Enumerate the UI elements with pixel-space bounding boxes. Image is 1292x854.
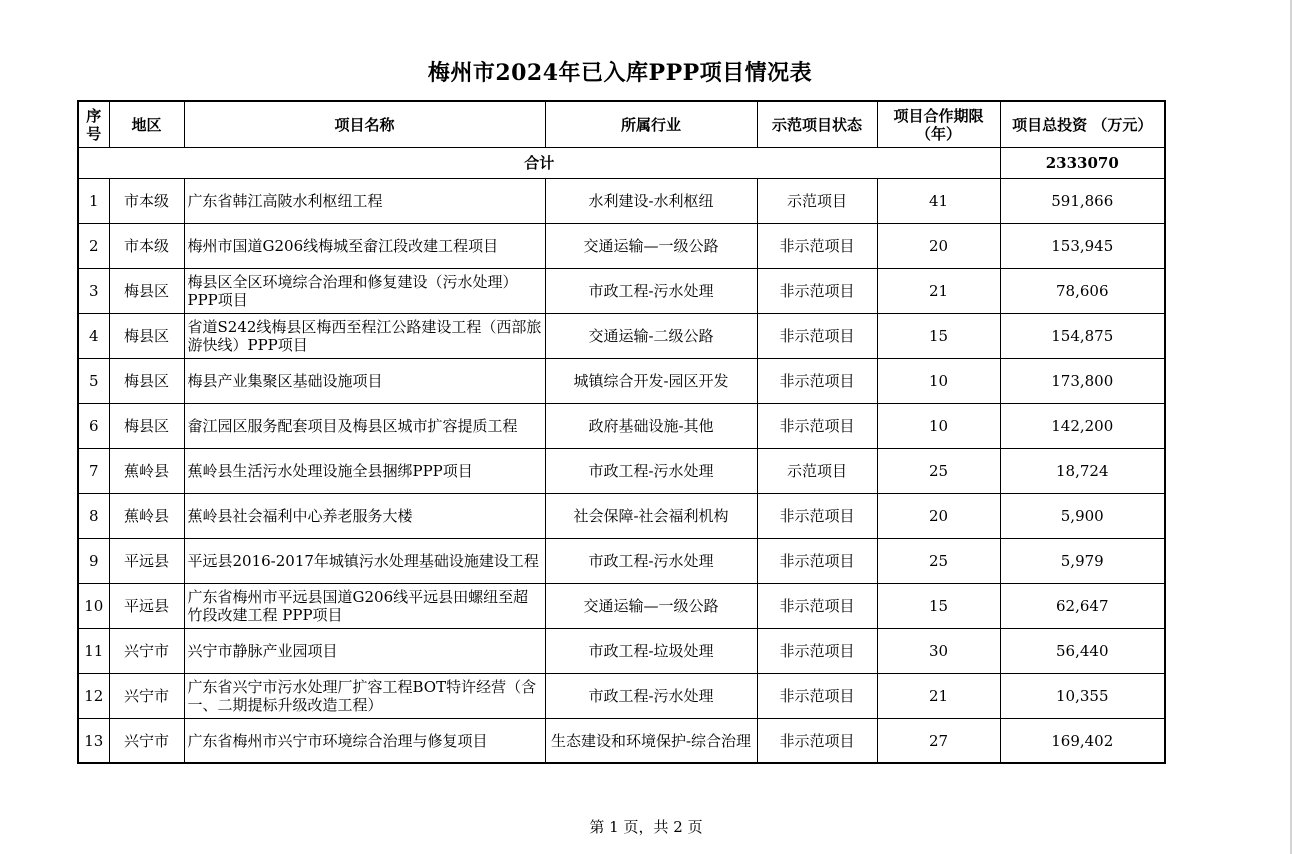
cell-industry: 市政工程-污水处理: [545, 674, 757, 719]
cell-investment: 142,200: [1000, 404, 1165, 449]
cell-industry: 交通运输—一级公路: [545, 584, 757, 629]
cell-investment: 18,724: [1000, 449, 1165, 494]
cell-industry: 生态建设和环境保护-综合治理: [545, 719, 757, 764]
cell-demo-status: 非示范项目: [757, 314, 877, 359]
cell-demo-status: 非示范项目: [757, 404, 877, 449]
cell-region: 兴宁市: [109, 674, 184, 719]
table-row: [78, 674, 1165, 719]
cell-investment: 169,402: [1000, 719, 1165, 764]
header-investment: 项目总投资 （万元）: [1000, 101, 1165, 148]
cell-project-name: 畲江园区服务配套项目及梅县区城市扩容提质工程: [184, 404, 545, 449]
cell-period: 21: [877, 269, 1000, 314]
cell-project-name: 广东省梅州市平远县国道G206线平远县田螺纽至超竹段改建工程 PPP项目: [184, 584, 545, 629]
cell-region: 市本级: [109, 224, 184, 269]
cell-period: 41: [877, 179, 1000, 224]
cell-demo-status: 非示范项目: [757, 674, 877, 719]
total-row: [78, 148, 1165, 179]
cell-region: 梅县区: [109, 314, 184, 359]
cell-period: 30: [877, 629, 1000, 674]
cell-project-name: 梅县区全区环境综合治理和修复建设（污水处理）PPP项目: [184, 269, 545, 314]
cell-investment: 10,355: [1000, 674, 1165, 719]
cell-industry: 市政工程-污水处理: [545, 539, 757, 584]
cell-region: 梅县区: [109, 404, 184, 449]
cell-index: 8: [78, 494, 109, 539]
cell-industry: 城镇综合开发-园区开发: [545, 359, 757, 404]
cell-region: 梅县区: [109, 269, 184, 314]
table-row: [78, 719, 1165, 764]
cell-period: 20: [877, 224, 1000, 269]
cell-project-name: 广东省兴宁市污水处理厂扩容工程BOT特许经营（含一、二期提标升级改造工程）: [184, 674, 545, 719]
cell-index: 6: [78, 404, 109, 449]
page-footer: 第 1 页，共 2 页: [589, 818, 703, 836]
page-title: 梅州市2024年已入库PPP项目情况表: [427, 60, 813, 86]
cell-region: 蕉岭县: [109, 494, 184, 539]
header-index: 序号: [78, 101, 109, 148]
table-row: [78, 539, 1165, 584]
cell-investment: 5,900: [1000, 494, 1165, 539]
cell-demo-status: 非示范项目: [757, 494, 877, 539]
ppp-project-table: [77, 100, 1166, 764]
header-demo-status: 示范项目状态: [757, 101, 877, 148]
cell-region: 兴宁市: [109, 629, 184, 674]
cell-investment: 56,440: [1000, 629, 1165, 674]
cell-period: 15: [877, 314, 1000, 359]
cell-project-name: 广东省梅州市兴宁市环境综合治理与修复项目: [184, 719, 545, 764]
cell-investment: 62,647: [1000, 584, 1165, 629]
cell-index: 5: [78, 359, 109, 404]
cell-index: 2: [78, 224, 109, 269]
header-row: [78, 101, 1165, 148]
table-row: [78, 629, 1165, 674]
cell-project-name: 梅州市国道G206线梅城至畲江段改建工程项目: [184, 224, 545, 269]
cell-demo-status: 非示范项目: [757, 359, 877, 404]
cell-region: 蕉岭县: [109, 449, 184, 494]
cell-investment: 78,606: [1000, 269, 1165, 314]
cell-project-name: 省道S242线梅县区梅西至程江公路建设工程（西部旅游快线）PPP项目: [184, 314, 545, 359]
cell-period: 20: [877, 494, 1000, 539]
total-label: 合计: [78, 148, 1000, 179]
total-value: 2333070: [1000, 148, 1165, 179]
cell-investment: 173,800: [1000, 359, 1165, 404]
header-industry: 所属行业: [545, 101, 757, 148]
header-region: 地区: [109, 101, 184, 148]
cell-index: 1: [78, 179, 109, 224]
cell-index: 11: [78, 629, 109, 674]
cell-demo-status: 示范项目: [757, 449, 877, 494]
cell-index: 9: [78, 539, 109, 584]
cell-demo-status: 非示范项目: [757, 719, 877, 764]
cell-project-name: 梅县产业集聚区基础设施项目: [184, 359, 545, 404]
table-row: [78, 359, 1165, 404]
cell-demo-status: 非示范项目: [757, 269, 877, 314]
cell-investment: 5,979: [1000, 539, 1165, 584]
cell-industry: 市政工程-污水处理: [545, 269, 757, 314]
table-row: [78, 449, 1165, 494]
cell-project-name: 蕉岭县社会福利中心养老服务大楼: [184, 494, 545, 539]
cell-period: 27: [877, 719, 1000, 764]
table-row: [78, 494, 1165, 539]
cell-index: 13: [78, 719, 109, 764]
cell-demo-status: 非示范项目: [757, 629, 877, 674]
cell-index: 12: [78, 674, 109, 719]
cell-region: 平远县: [109, 539, 184, 584]
cell-period: 21: [877, 674, 1000, 719]
cell-index: 3: [78, 269, 109, 314]
cell-index: 10: [78, 584, 109, 629]
cell-industry: 水利建设-水利枢纽: [545, 179, 757, 224]
table-row: [78, 179, 1165, 224]
cell-demo-status: 非示范项目: [757, 539, 877, 584]
cell-investment: 154,875: [1000, 314, 1165, 359]
table-row: [78, 314, 1165, 359]
table-row: [78, 269, 1165, 314]
cell-period: 10: [877, 404, 1000, 449]
cell-project-name: 兴宁市静脉产业园项目: [184, 629, 545, 674]
cell-investment: 591,866: [1000, 179, 1165, 224]
cell-demo-status: 非示范项目: [757, 224, 877, 269]
table-row: [78, 404, 1165, 449]
table-row: [78, 224, 1165, 269]
cell-region: 市本级: [109, 179, 184, 224]
cell-industry: 市政工程-污水处理: [545, 449, 757, 494]
cell-demo-status: 非示范项目: [757, 584, 877, 629]
header-period: 项目合作期限（年）: [877, 101, 1000, 148]
cell-region: 兴宁市: [109, 719, 184, 764]
cell-industry: 社会保障-社会福利机构: [545, 494, 757, 539]
cell-project-name: 蕉岭县生活污水处理设施全县捆绑PPP项目: [184, 449, 545, 494]
cell-period: 15: [877, 584, 1000, 629]
cell-period: 25: [877, 539, 1000, 584]
cell-project-name: 平远县2016-2017年城镇污水处理基础设施建设工程: [184, 539, 545, 584]
cell-index: 4: [78, 314, 109, 359]
cell-industry: 政府基础设施-其他: [545, 404, 757, 449]
cell-period: 25: [877, 449, 1000, 494]
cell-industry: 交通运输—一级公路: [545, 224, 757, 269]
cell-demo-status: 示范项目: [757, 179, 877, 224]
header-name: 项目名称: [184, 101, 545, 148]
cell-period: 10: [877, 359, 1000, 404]
cell-project-name: 广东省韩江高陂水利枢纽工程: [184, 179, 545, 224]
table-row: [78, 584, 1165, 629]
cell-region: 平远县: [109, 584, 184, 629]
cell-industry: 交通运输-二级公路: [545, 314, 757, 359]
cell-index: 7: [78, 449, 109, 494]
cell-region: 梅县区: [109, 359, 184, 404]
cell-investment: 153,945: [1000, 224, 1165, 269]
cell-industry: 市政工程-垃圾处理: [545, 629, 757, 674]
